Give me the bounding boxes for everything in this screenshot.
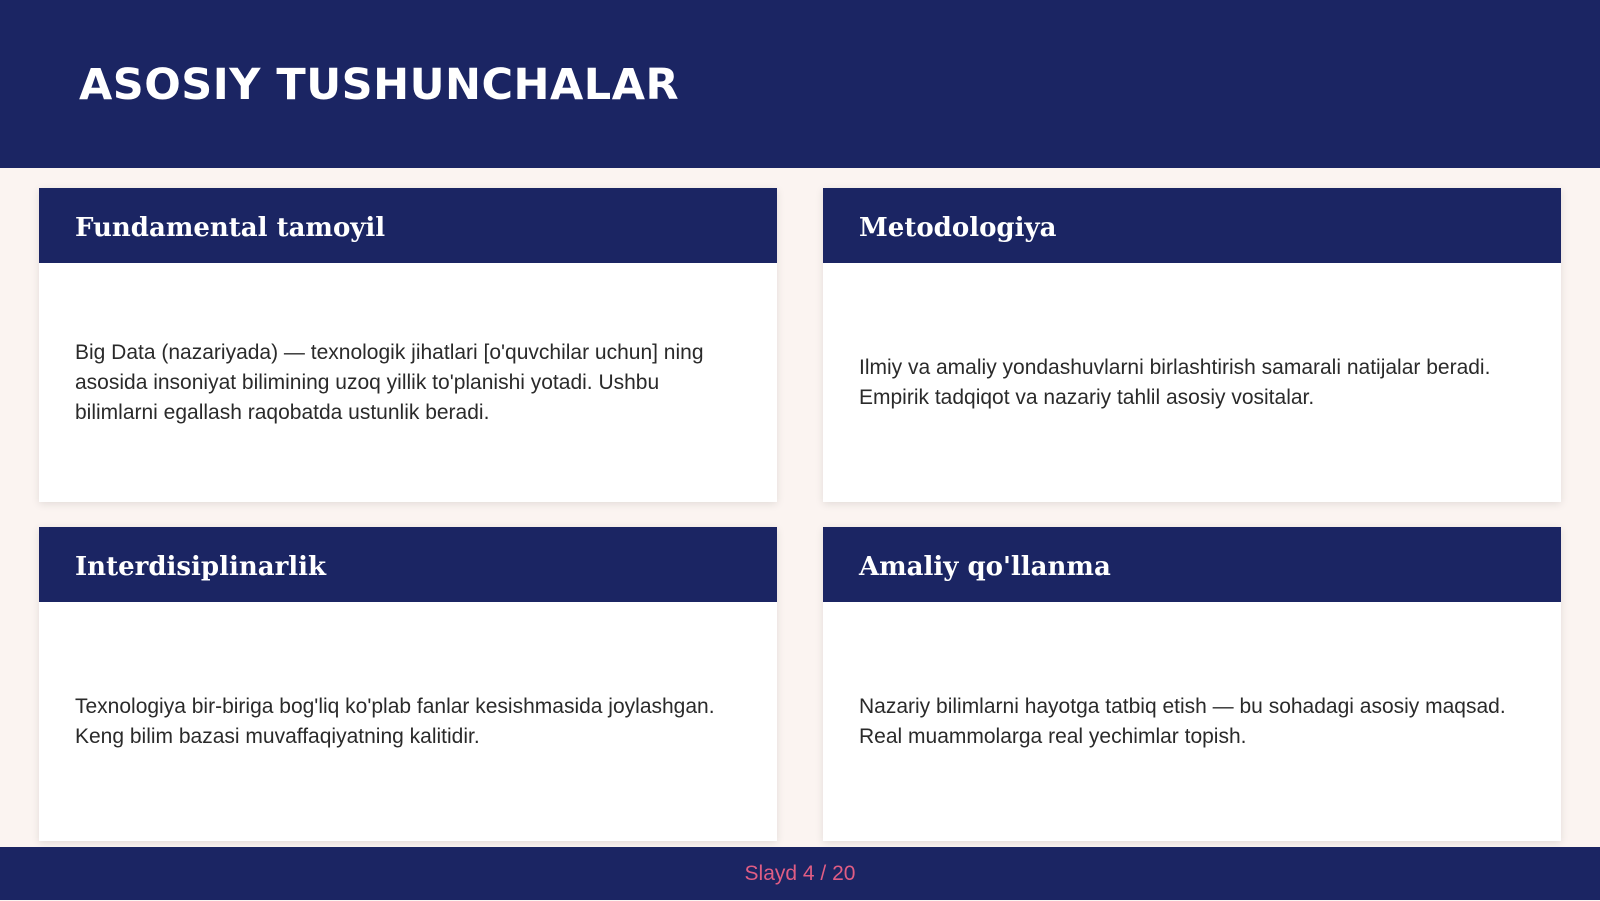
card-title: Metodologiya — [859, 213, 1057, 243]
slide-title: ASOSIY TUSHUNCHALAR — [79, 60, 680, 110]
slide-header — [0, 0, 1600, 168]
card-header — [823, 188, 1561, 263]
card-header — [39, 527, 777, 602]
card-title: Fundamental tamoyil — [75, 213, 386, 243]
card-header — [39, 188, 777, 263]
card-text: Ilmiy va amaliy yondashuvlarni birlashtirish samarali natijalar beradi. Empirik tadqiqot va nazariy tahlil asosiy vositalar. — [859, 355, 1491, 409]
slide-footer — [0, 847, 1600, 900]
card-interdisiplinarlik — [39, 527, 777, 841]
card-header — [823, 527, 1561, 602]
slide-counter: Slayd 4 / 20 — [744, 862, 856, 885]
card-title: Amaliy qo'llanma — [859, 552, 1111, 582]
card-metodologiya — [823, 188, 1561, 502]
card-amaliy-qollanma — [823, 527, 1561, 841]
card-text: Big Data (nazariyada) — texnologik jihatlari [o'quvchilar uchun] ning asosida insoniyat bilimining uzoq yillik to'planishi yotadi. Ushbu bilimlarni egallash raqobatda ustunlik beradi. — [75, 340, 704, 424]
card-text: Texnologiya bir-biriga bog'liq ko'plab fanlar kesishmasida joylashgan. Keng bilim bazasi muvaffaqiyatning kalitidir. — [75, 694, 715, 748]
card-body — [75, 602, 727, 841]
card-text: Nazariy bilimlarni hayotga tatbiq etish — bu sohadagi asosiy maqsad. Real muammolarga real yechimlar topish. — [859, 694, 1506, 748]
card-body — [859, 263, 1511, 502]
card-fundamental-tamoyil — [39, 188, 777, 502]
card-title: Interdisiplinarlik — [75, 552, 327, 582]
card-body — [859, 602, 1511, 841]
card-body — [75, 263, 727, 502]
